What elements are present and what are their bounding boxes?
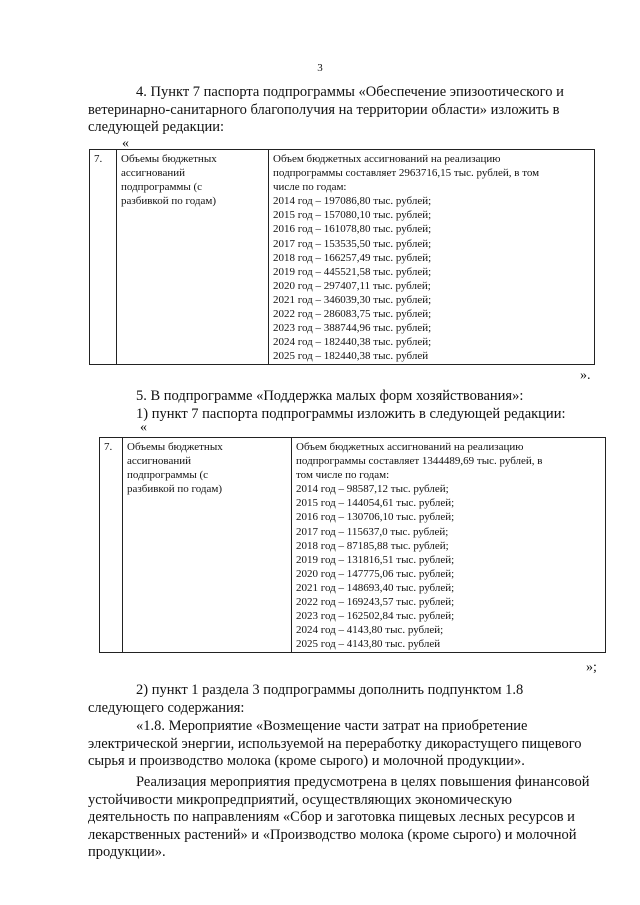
value-line: 2016 год – 161078,80 тыс. рублей;	[273, 223, 432, 236]
value-line: 2025 год – 182440,38 тыс. рублей	[273, 350, 429, 363]
value-line: 2016 год – 130706,10 тыс. рублей;	[296, 511, 455, 524]
label-line: подпрограммы (с	[127, 469, 209, 482]
item5-heading	[88, 388, 600, 423]
row-number-cell: 7.	[100, 438, 123, 653]
value-line: 2022 год – 169243,57 тыс. рублей;	[296, 596, 455, 609]
item5-passport-table	[99, 437, 606, 653]
label-line: разбивкой по годам)	[121, 195, 216, 208]
text-line-1: Реализация мероприятия предусмотрена в целях повышения финансовой	[136, 774, 590, 790]
value-line: 2019 год – 445521,58 тыс. рублей;	[273, 265, 432, 278]
page-number: 3	[317, 62, 323, 74]
value-line: 2025 год – 4143,80 тыс. рублей	[296, 638, 441, 651]
text-line-3: деятельность по направлениям «Сбор и заготовка пищевых лесных ресурсов и	[88, 809, 575, 825]
quote-line-1: «1.8. Мероприятие «Возмещение части затрат на приобретение	[136, 718, 528, 734]
value-line: 2017 год – 115637,0 тыс. рублей;	[296, 525, 449, 538]
label-line: Объемы бюджетных	[121, 153, 217, 165]
row-label-cell	[123, 438, 292, 653]
quote-line-3: сырья и производство молока (кроме сырого) и молочной продукции».	[88, 753, 525, 769]
row-value-cell	[269, 150, 595, 365]
value-line: 2021 год – 148693,40 тыс. рублей;	[296, 581, 455, 594]
value-line: 2023 год – 388744,96 тыс. рублей;	[273, 322, 432, 335]
row-label-cell	[117, 150, 269, 365]
item5-open-quote: «	[140, 420, 147, 435]
quote-line-2: электрической энергии, используемой на переработку дикорастущего пищевого	[88, 735, 582, 752]
value-line: том числе по годам:	[296, 469, 390, 482]
item5-close-mark: »;	[586, 660, 597, 675]
item4-close-mark: ».	[580, 368, 591, 383]
label-line: разбивкой по годам)	[127, 483, 222, 496]
text-line-5: продукции».	[88, 844, 166, 860]
row-number-cell: 7.	[90, 150, 117, 365]
item4-line-1: 4. Пункт 7 паспорта подпрограммы «Обеспечение эпизоотического и	[136, 84, 564, 100]
item5-2-text-paragraph	[88, 774, 600, 862]
value-line: 2024 год – 4143,80 тыс. рублей;	[296, 624, 444, 637]
label-line: ассигнований	[121, 167, 186, 180]
item5-2-quote-paragraph	[88, 718, 600, 771]
value-line: 2014 год – 197086,80 тыс. рублей;	[273, 195, 432, 208]
item5-2-line-2: следующего содержания:	[88, 699, 245, 716]
value-line: 2017 год – 153535,50 тыс. рублей;	[273, 237, 432, 250]
row-value-cell	[292, 438, 606, 653]
label-line: Объемы бюджетных	[127, 441, 223, 453]
value-line: 2015 год – 144054,61 тыс. рублей;	[296, 497, 455, 510]
table-row	[90, 150, 595, 365]
item4-open-quote: «	[122, 136, 129, 151]
table-row	[100, 438, 606, 653]
item5-line-2: 1) пункт 7 паспорта подпрограммы изложить в следующей редакции:	[136, 405, 566, 422]
item4-line-2: ветеринарно-санитарного благополучия на территории области» изложить в	[88, 101, 560, 118]
item4-paragraph	[88, 84, 600, 137]
value-line: 2022 год – 286083,75 тыс. рублей;	[273, 308, 432, 321]
text-line-4: лекарственных растений» и «Производство молока (кроме сырого) и молочной	[88, 826, 577, 843]
item5-2-line-1: 2) пункт 1 раздела 3 подпрограммы дополнить подпунктом 1.8	[136, 682, 524, 698]
text-line-2: устойчивости микропредприятий, осуществляющих экономическую	[88, 791, 512, 808]
value-line: 2014 год – 98587,12 тыс. рублей;	[296, 483, 449, 496]
value-line: 2024 год – 182440,38 тыс. рублей;	[273, 336, 432, 349]
value-line: числе по годам:	[273, 181, 347, 194]
value-line: 2015 год – 157080,10 тыс. рублей;	[273, 209, 432, 222]
label-line: подпрограммы (с	[121, 181, 203, 194]
value-line: 2023 год – 162502,84 тыс. рублей;	[296, 610, 455, 623]
label-line: ассигнований	[127, 455, 192, 468]
value-line: подпрограммы составляет 2963716,15 тыс. рублей, в том	[273, 167, 540, 180]
item5-2-paragraph	[88, 682, 600, 717]
item4-passport-table	[89, 149, 595, 365]
value-line: 2021 год – 346039,30 тыс. рублей;	[273, 293, 432, 306]
value-line: 2020 год – 297407,11 тыс. рублей;	[273, 279, 431, 292]
item5-line-1: 5. В подпрограмме «Поддержка малых форм хозяйствования»:	[136, 388, 524, 404]
value-line: 2019 год – 131816,51 тыс. рублей;	[296, 553, 455, 566]
value-line: 2018 год – 166257,49 тыс. рублей;	[273, 251, 432, 264]
value-line: 2020 год – 147775,06 тыс. рублей;	[296, 567, 455, 580]
value-line: Объем бюджетных ассигнований на реализацию	[296, 441, 524, 453]
value-line: 2018 год – 87185,88 тыс. рублей;	[296, 539, 449, 552]
value-line: Объем бюджетных ассигнований на реализацию	[273, 153, 501, 165]
value-line: подпрограммы составляет 1344489,69 тыс. рублей, в	[296, 455, 543, 468]
item4-line-3: следующей редакции:	[88, 119, 225, 135]
